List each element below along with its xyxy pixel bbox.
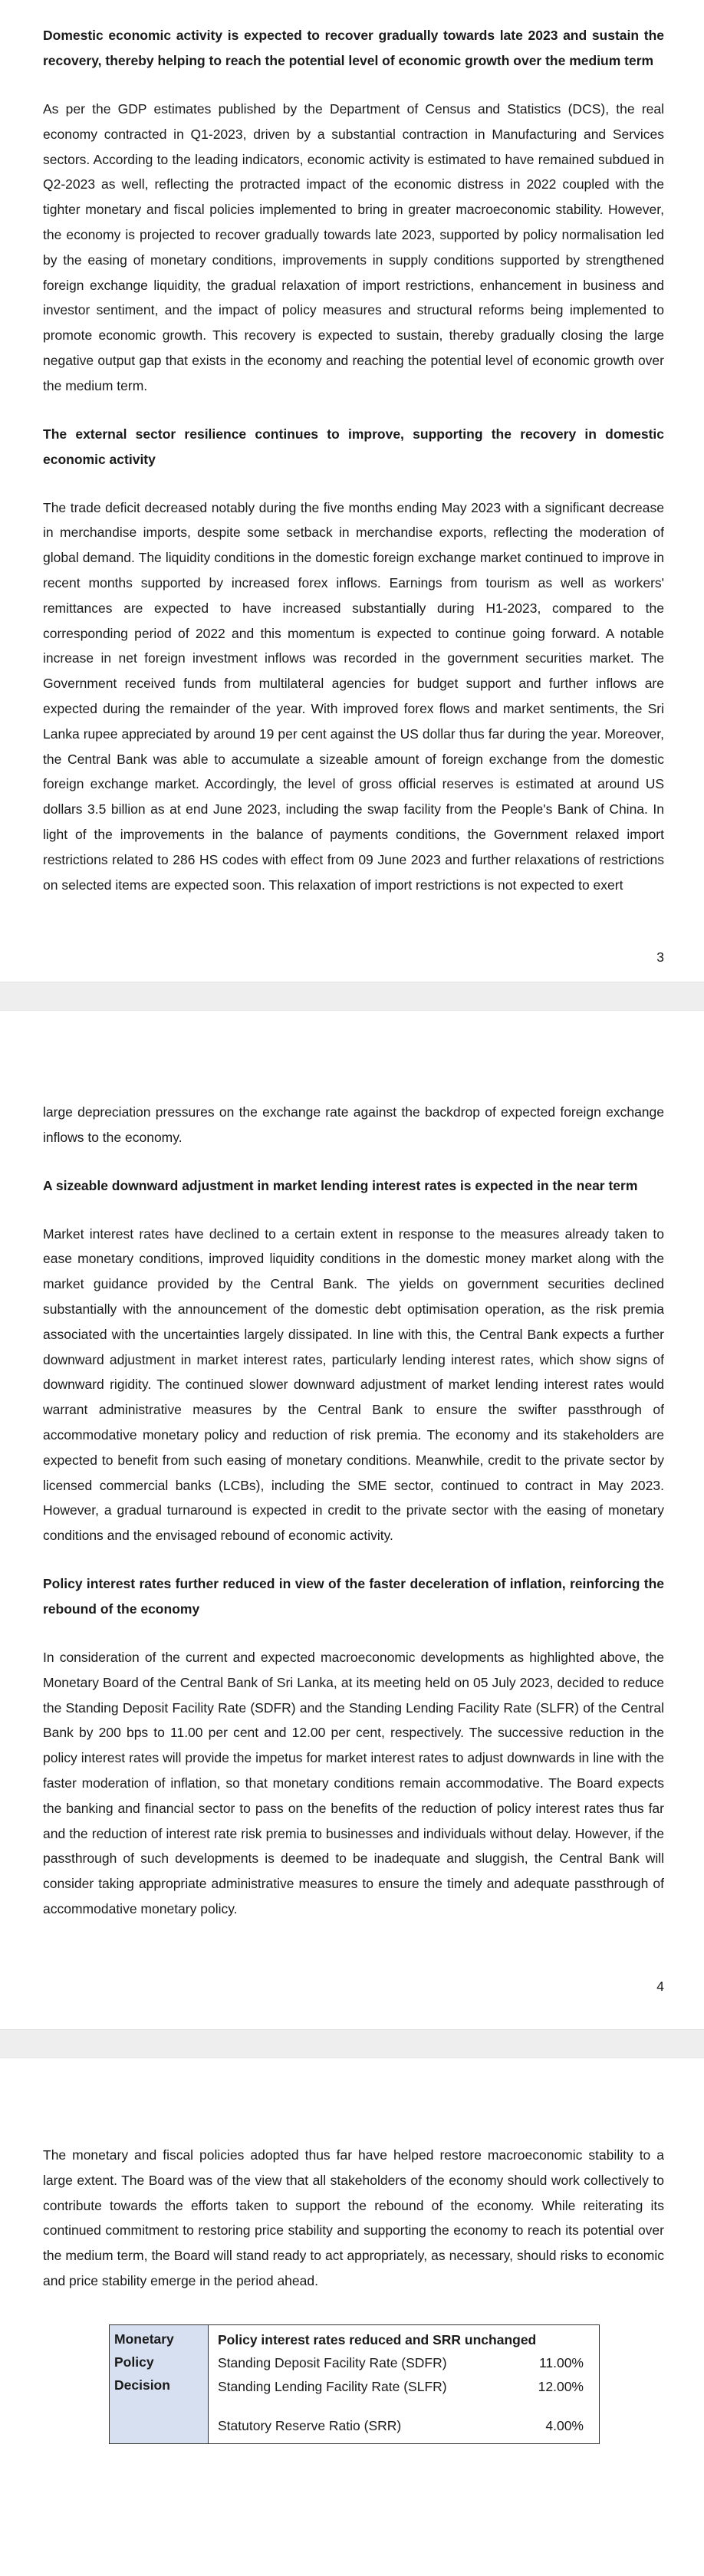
paragraph-policy-rates: In consideration of the current and expected macroeconomic developments as highlighted above, the Monetary Board of the Central Bank of Sri Lanka, at its meeting held on 05 July 2023, decided to reduce the Standing Deposit Facility Rate (SDFR) and the Standing Lending Facility Rate (SLFR) of the Central Bank by 200 bps to 11.00 per cent and 12.00 per cent, respectively. The successive reduction in the policy interest rates will provide the impetus for market interest rates to adjust downwards in line with the faster moderation of inflation, so that monetary conditions remain accommodative. The Board expects the banking and financial sector to pass on the benefits of the reduction of policy interest rates thus far and the reduction of interest rate risk premia to businesses and individuals without delay. However, if the passthrough of such developments is deemed to be inadequate and sluggish, the Central Bank will consider taking appropriate administrative measures to ensure the timely and adequate passthrough of accommodative monetary policy. [43, 1649, 664, 1916]
rate-value: 12.00% [538, 2378, 584, 2394]
rate-value: 11.00% [538, 2354, 584, 2370]
document-page-5 [0, 2058, 704, 2576]
rate-label: Standing Lending Facility Rate (SLFR) [218, 2378, 447, 2394]
page-number: 3 [656, 949, 664, 965]
decision-table-header [110, 2324, 209, 2443]
rate-row-sdfr [213, 2351, 594, 2375]
document-page-4 [0, 1011, 704, 2029]
header-line: Decision [114, 2377, 170, 2393]
section-heading-policy-rates: Policy interest rates further reduced in view of the faster deceleration of inflation, reinforcing the rebound of the economy [43, 1575, 664, 1617]
decision-table-body [209, 2324, 600, 2443]
paragraph-economic-activity: As per the GDP estimates published by the Department of Census and Statistics (DCS), the real economy contracted in Q1-2023, driven by a substantial contraction in Manufacturing and Services sectors. According to the leading indicators, economic activity is estimated to have remained subdued in Q2-2023 as well, reflecting the protracted impact of the economic distress in 2022 coupled with the tighter monetary and fiscal policies implemented to bring in greater macroeconomic stability. However, the economy is projected to recover gradually towards late 2023, supported by policy normalisation led by the easing of monetary conditions, improvements in supply conditions supported by strengthened foreign exchange liquidity, the gradual relaxation of import restrictions, enhancement in business and investor sentiment, and the impact of policy measures and structural reforms being implemented to promote economic growth. This recovery is expected to sustain, thereby gradually closing the large negative output gap that exists in the economy and reaching the potential level of economic growth over the medium term. [43, 101, 664, 393]
section-heading-lending-rates: A sizeable downward adjustment in market lending interest rates is expected in the near term [43, 1177, 638, 1193]
header-line: Policy [114, 2354, 154, 2370]
decision-title: Policy interest rates reduced and SRR unchanged [218, 2331, 537, 2347]
page-separator [0, 2029, 704, 2058]
section-heading-economic-activity: Domestic economic activity is expected to recover gradually towards late 2023 and sustain the recovery, thereby helping to reach the potential level of economic growth over the medium term [43, 28, 664, 68]
rate-value: 4.00% [545, 2417, 584, 2433]
section-heading-external-sector: The external sector resilience continues to improve, supporting the recovery in domestic economic activity [43, 426, 664, 467]
rate-label: Standing Deposit Facility Rate (SDFR) [218, 2354, 447, 2370]
paragraph-external-sector-continued: large depreciation pressures on the exchange rate against the backdrop of expected foreign exchange inflows to the economy. [43, 1104, 664, 1145]
paragraph-conclusion: The monetary and fiscal policies adopted thus far have helped restore macroeconomic stability to a large extent. The Board was of the view that all stakeholders of the economy should work collectively to contribute towards the efforts taken to support the rebound of the economy. While reiterating its continued commitment to restoring price stability and supporting the economy to reach its potential over the medium term, the Board will stand ready to act appropriately, as necessary, should risks to economic and price stability emerge in the period ahead. [43, 2147, 664, 2288]
page-separator [0, 982, 704, 1011]
page-number: 4 [656, 1979, 664, 1994]
rate-row-srr [213, 2414, 594, 2441]
header-line: Monetary [114, 2331, 174, 2347]
rate-label: Statutory Reserve Ratio (SRR) [218, 2417, 402, 2433]
rate-row-slfr [213, 2375, 594, 2399]
paragraph-external-sector: The trade deficit decreased notably during the five months ending May 2023 with a significant decrease in merchandise imports, despite some setback in merchandise exports, reflecting the moderation of global demand. The liquidity conditions in the domestic foreign exchange market continued to improve in recent months supported by increased forex inflows. Earnings from tourism as well as workers' remittances are expected to have increased substantially during H1-2023, compared to the corresponding period of 2022 and this momentum is expected to continue going forward. A notable increase in net foreign investment inflows was recorded in the government securities market. The Government received funds from multilateral agencies for budget support and further inflows are expected during the remainder of the year. With improved forex flows and market sentiments, the Sri Lanka rupee appreciated by around 19 per cent against the US dollar thus far during the year. Moreover, the Central Bank was able to accumulate a sizeable amount of foreign exchange from the domestic foreign exchange market. Accordingly, the level of gross official reserves is estimated at around US dollars 3.5 billion as at end June 2023, including the swap facility from the People's Bank of China. In light of the improvements in the balance of payments conditions, the Government relaxed import restrictions related to 286 HS codes with effect from 09 June 2023 and further relaxations of restrictions on selected items are expected soon. This relaxation of import restrictions is not expected to exert [43, 499, 664, 893]
document-page-3 [0, 0, 704, 982]
paragraph-lending-rates: Market interest rates have declined to a certain extent in response to the measures already taken to ease monetary conditions, improved liquidity conditions in the domestic money market along with the market guidance provided by the Central Bank. The yields on government securities declined substantially with the announcement of the domestic debt optimisation operation, as the risk premia associated with the uncertainties largely dissipated. In line with this, the Central Bank expects a further downward adjustment in market interest rates, particularly lending interest rates, which show signs of downward rigidity. The continued slower downward adjustment of market lending interest rates would warrant administrative measures by the Central Bank to ensure the swifter passthrough of accommodative monetary policy and reduction of risk premia. The economy and its stakeholders are expected to benefit from such easing of monetary conditions. Meanwhile, credit to the private sector by licensed commercial banks (LCBs), including the SME sector, continued to contract in May 2023. However, a gradual turnaround is expected in credit to the private sector with the easing of monetary conditions and the envisaged rebound of economic activity. [43, 1225, 664, 1544]
monetary-policy-decision-table [109, 2324, 600, 2444]
